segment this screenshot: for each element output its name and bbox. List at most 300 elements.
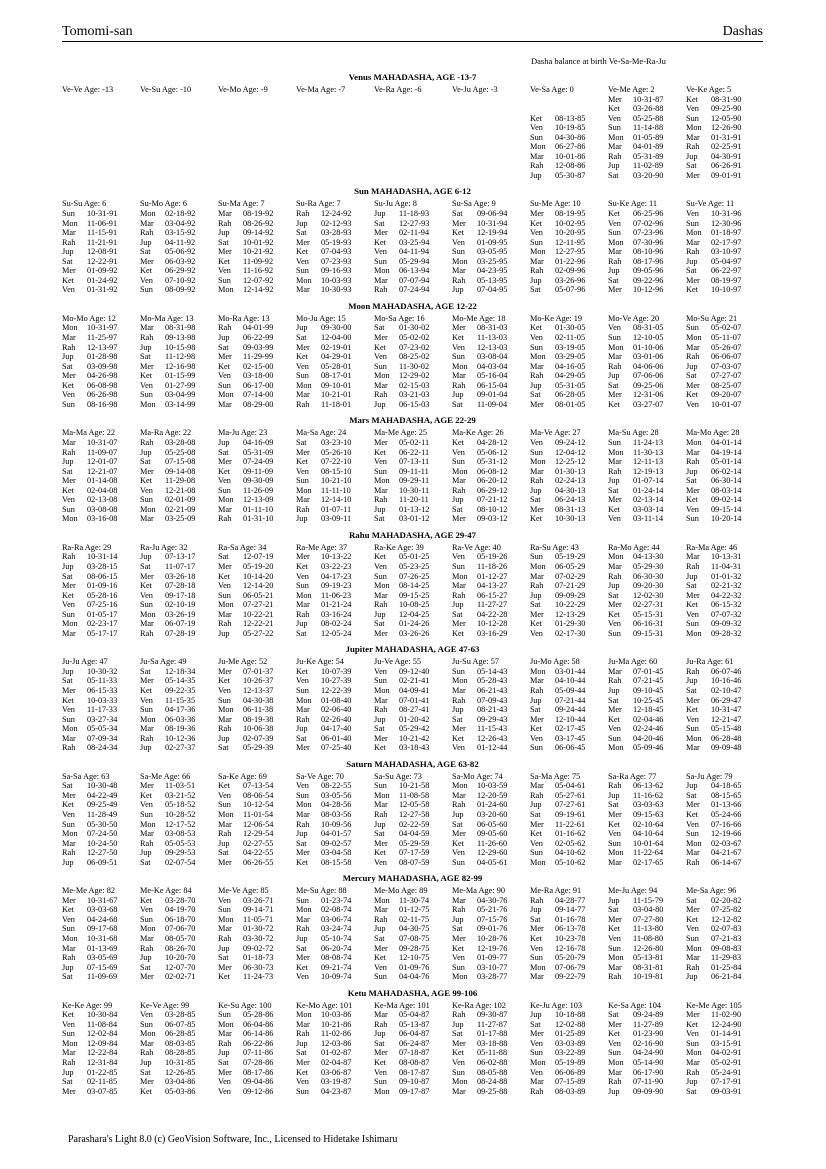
- start-date: 06-22-86: [243, 1038, 274, 1048]
- pratyantar-entry: [608, 371, 686, 381]
- pratyantar-entry: [452, 514, 530, 524]
- planet-label: Sun: [218, 905, 231, 915]
- planet-label: Ket: [62, 380, 74, 390]
- start-date: 11-22-61: [555, 819, 586, 829]
- planet-label: Rah: [296, 819, 310, 829]
- antardasha-row: [62, 657, 763, 752]
- start-date: 11-11-10: [321, 485, 351, 495]
- planet-label: Ket: [140, 581, 152, 591]
- start-date: 10-30-84: [87, 1010, 118, 1020]
- pratyantar-entry: [374, 781, 452, 791]
- planet-label: Sat: [686, 895, 697, 905]
- antardasha-title: Me-Ju Age: 94: [608, 886, 658, 896]
- start-date: 07-06-06: [633, 371, 664, 381]
- pratyantar-entry: [530, 514, 608, 524]
- start-date: 04-17-36: [165, 705, 196, 715]
- planet-label: Mon: [140, 504, 156, 514]
- planet-label: Sun: [374, 972, 387, 982]
- pratyantar-entry: [686, 944, 763, 954]
- pratyantar-entry: [62, 581, 140, 591]
- start-date: 11-08-84: [87, 1019, 118, 1029]
- planet-label: Sun: [686, 1038, 699, 1048]
- start-date: 09-22-35: [165, 685, 196, 695]
- pratyantar-entry: [608, 791, 686, 801]
- start-date: 09-30-87: [477, 1010, 508, 1020]
- start-date: 05-25-88: [633, 113, 664, 123]
- start-date: 03-22-23: [321, 561, 352, 571]
- planet-label: Mon: [608, 237, 624, 247]
- planet-label: Sat: [296, 943, 307, 953]
- pratyantar-entry: [452, 667, 530, 677]
- planet-label: Mar: [140, 934, 154, 944]
- planet-label: Rah: [218, 218, 232, 228]
- planet-label: Ven: [530, 1038, 543, 1048]
- start-date: 11-06-23: [321, 590, 352, 600]
- antardasha-block: [62, 886, 140, 981]
- planet-label: Ket: [686, 285, 698, 295]
- pratyantar-entry: [608, 734, 686, 744]
- start-date: 02-11-85: [87, 1077, 118, 1087]
- antardasha-title: Ra-Me Age: 37: [296, 542, 348, 552]
- planet-label: Ket: [296, 457, 308, 467]
- start-date: 06-26-98: [87, 390, 118, 400]
- pratyantar-entry: [374, 1048, 452, 1058]
- start-date: 02-15-03: [399, 380, 430, 390]
- start-date: 03-22-89: [555, 1048, 586, 1058]
- pratyantar-entry: [452, 591, 530, 601]
- planet-label: Mer: [140, 361, 154, 371]
- planet-label: Sat: [452, 924, 463, 934]
- planet-label: Rah: [686, 352, 700, 362]
- start-date: 01-13-69: [87, 943, 118, 953]
- antardasha-title: Su-Su Age: 6: [62, 199, 107, 209]
- planet-label: Jup: [452, 914, 464, 924]
- pratyantar-entry: [374, 934, 452, 944]
- start-date: 01-30-02: [399, 323, 430, 333]
- pratyantar-entry: [452, 266, 530, 276]
- start-date: 03-27-34: [87, 714, 118, 724]
- pratyantar-entry: [452, 705, 530, 715]
- pratyantar-entry: [608, 896, 686, 906]
- pratyantar-entry: [452, 438, 530, 448]
- planet-label: Mer: [218, 247, 232, 257]
- planet-label: Ven: [686, 609, 699, 619]
- start-date: 03-11-14: [633, 514, 664, 524]
- pratyantar-entry: [62, 552, 140, 562]
- start-date: 12-03-86: [321, 1038, 352, 1048]
- planet-label: Mon: [218, 285, 234, 295]
- start-date: 01-08-40: [321, 695, 352, 705]
- start-date: 03-28-85: [165, 1010, 196, 1020]
- planet-label: Mer: [140, 256, 154, 266]
- pratyantar-entry: [140, 1058, 218, 1068]
- planet-label: Ven: [686, 714, 699, 724]
- pratyantar-entry: [140, 552, 218, 562]
- pratyantar-entry: [218, 810, 296, 820]
- pratyantar-entry: [686, 352, 763, 362]
- planet-label: Sat: [374, 218, 385, 228]
- start-date: 04-10-64: [633, 829, 664, 839]
- pratyantar-entry: [374, 715, 452, 725]
- pratyantar-entry: [686, 696, 763, 706]
- start-date: 06-15-33: [87, 685, 118, 695]
- start-date: 09-09-90: [633, 1086, 664, 1096]
- antardasha-title: Ke-Me Age: 105: [686, 1000, 742, 1010]
- pratyantar-entry: [296, 781, 374, 791]
- start-date: 12-19-66: [711, 829, 742, 839]
- start-date: 02-27-31: [633, 600, 664, 610]
- start-date: 09-15-25: [399, 590, 430, 600]
- pratyantar-entry: [140, 572, 218, 582]
- antardasha-title: Ke-Su Age: 100: [218, 1000, 272, 1010]
- pratyantar-entry: [608, 266, 686, 276]
- pratyantar-entry: [530, 934, 608, 944]
- planet-label: Ven: [374, 666, 387, 676]
- planet-label: Sat: [374, 934, 385, 944]
- start-date: 03-21-52: [165, 790, 196, 800]
- start-date: 11-08-58: [399, 790, 430, 800]
- pratyantar-entry: [374, 705, 452, 715]
- start-date: 10-12-28: [477, 619, 508, 629]
- planet-label: Rah: [608, 151, 622, 161]
- pratyantar-entry: [62, 676, 140, 686]
- pratyantar-entry: [374, 400, 452, 410]
- pratyantar-entry: [218, 438, 296, 448]
- start-date: 11-15-91: [87, 228, 118, 238]
- planet-label: Ven: [452, 743, 465, 753]
- pratyantar-entry: [608, 457, 686, 467]
- planet-label: Sat: [140, 1067, 151, 1077]
- start-date: 07-15-89: [555, 1077, 586, 1087]
- planet-label: Mar: [608, 857, 622, 867]
- pratyantar-entry: [140, 905, 218, 915]
- start-date: 07-23-02: [399, 342, 430, 352]
- pratyantar-entry: [62, 800, 140, 810]
- planet-label: Mar: [374, 380, 388, 390]
- planet-label: Ven: [62, 285, 75, 295]
- start-date: 04-29-01: [321, 352, 352, 362]
- start-date: 09-24-89: [633, 1010, 664, 1020]
- planet-label: Ket: [452, 943, 464, 953]
- planet-label: Ven: [530, 228, 543, 238]
- antardasha-block: [218, 428, 296, 523]
- pratyantar-entry: [374, 514, 452, 524]
- pratyantar-entry: [686, 581, 763, 591]
- start-date: 10-12-54: [243, 800, 274, 810]
- pratyantar-entry: [296, 247, 374, 257]
- start-date: 03-25-95: [477, 256, 508, 266]
- pratyantar-entry: [530, 829, 608, 839]
- start-date: 07-28-86: [243, 1058, 274, 1068]
- start-date: 06-26-91: [711, 161, 742, 171]
- start-date: 04-05-61: [477, 857, 508, 867]
- start-date: 04-22-28: [477, 609, 508, 619]
- start-date: 05-11-33: [87, 676, 118, 686]
- pratyantar-entry: [296, 238, 374, 248]
- start-date: 03-18-88: [477, 1038, 508, 1048]
- pratyantar-entry: [374, 1039, 452, 1049]
- planet-label: Ket: [218, 676, 230, 686]
- planet-label: Jup: [686, 151, 698, 161]
- antardasha-block: [452, 85, 530, 180]
- start-date: 06-03-92: [165, 256, 196, 266]
- antardasha-title: Ve-Mo Age: -9: [218, 85, 268, 94]
- start-date: 04-04-76: [399, 972, 430, 982]
- start-date: 08-19-97: [711, 275, 742, 285]
- planet-label: Jup: [374, 819, 386, 829]
- pratyantar-entry: [608, 104, 686, 114]
- start-date: 04-01-57: [321, 829, 352, 839]
- planet-label: Ven: [686, 399, 699, 409]
- pratyantar-entry: [296, 915, 374, 925]
- planet-label: Jup: [140, 848, 152, 858]
- planet-label: Mar: [686, 743, 700, 753]
- pratyantar-entry: [686, 619, 763, 629]
- start-date: 09-28-32: [711, 628, 742, 638]
- start-date: 09-01-76: [477, 924, 508, 934]
- pratyantar-entry: [374, 438, 452, 448]
- start-date: 12-17-52: [165, 819, 196, 829]
- start-date: 12-06-54: [243, 819, 274, 829]
- pratyantar-entry: [62, 438, 140, 448]
- start-date: 08-24-88: [477, 1077, 508, 1087]
- pratyantar-entry: [452, 953, 530, 963]
- antardasha-title: Mo-Ke Age: 19: [530, 313, 583, 323]
- start-date: 09-12-86: [243, 1086, 274, 1096]
- planet-label: Rah: [218, 619, 232, 629]
- planet-label: Ven: [296, 571, 309, 581]
- pratyantar-entry: [530, 905, 608, 915]
- start-date: 08-31-98: [165, 323, 196, 333]
- planet-label: Mon: [452, 1077, 468, 1087]
- start-date: 07-03-07: [711, 361, 742, 371]
- start-date: 02-13-08: [87, 495, 118, 505]
- pratyantar-entry: [452, 390, 530, 400]
- start-date: 03-25-09: [165, 514, 196, 524]
- planet-label: Sun: [140, 705, 153, 715]
- pratyantar-entry: [686, 171, 763, 181]
- pratyantar-entry: [296, 1020, 374, 1030]
- start-date: 12-22-91: [87, 256, 118, 266]
- antardasha-block: [452, 199, 530, 294]
- pratyantar-entry: [530, 1068, 608, 1078]
- antardasha-block: [686, 543, 763, 638]
- start-date: 06-01-40: [321, 733, 352, 743]
- antardasha-block: [296, 886, 374, 981]
- start-date: 05-06-12: [477, 447, 508, 457]
- antardasha-title: Ve-Ju Age: -3: [452, 85, 498, 94]
- planet-label: Rah: [608, 256, 622, 266]
- pratyantar-entry: [452, 1029, 530, 1039]
- pratyantar-entry: [608, 171, 686, 181]
- pratyantar-entry: [296, 800, 374, 810]
- start-date: 12-14-92: [243, 285, 274, 295]
- pratyantar-entry: [140, 667, 218, 677]
- pratyantar-entry: [452, 343, 530, 353]
- start-date: 12-16-98: [165, 361, 196, 371]
- pratyantar-entry: [608, 610, 686, 620]
- planet-label: Mon: [686, 333, 702, 343]
- pratyantar-entry: [374, 944, 452, 954]
- pratyantar-entry: [452, 972, 530, 982]
- start-date: 07-14-00: [243, 390, 274, 400]
- start-date: 01-09-16: [87, 581, 118, 591]
- pratyantar-entry: [62, 219, 140, 229]
- start-date: 09-25-06: [633, 380, 664, 390]
- antardasha-block: [374, 199, 452, 294]
- planet-label: Ven: [296, 1077, 309, 1087]
- pratyantar-entry: [686, 362, 763, 372]
- pratyantar-entry: [218, 896, 296, 906]
- pratyantar-entry: [452, 238, 530, 248]
- pratyantar-entry: [296, 438, 374, 448]
- pratyantar-entry: [686, 839, 763, 849]
- planet-label: Sat: [686, 790, 697, 800]
- start-date: 12-18-34: [165, 666, 196, 676]
- planet-label: Mer: [608, 810, 622, 819]
- pratyantar-entry: [608, 676, 686, 686]
- planet-label: Sun: [452, 962, 465, 972]
- start-date: 08-03-89: [555, 1086, 586, 1096]
- pratyantar-entry: [608, 810, 686, 820]
- planet-label: Sun: [296, 581, 309, 591]
- pratyantar-entry: [62, 848, 140, 858]
- start-date: 10-01-64: [633, 838, 664, 848]
- pratyantar-entry: [62, 944, 140, 954]
- planet-label: Rah: [218, 323, 232, 333]
- planet-label: Ket: [62, 695, 74, 705]
- pratyantar-entry: [374, 1087, 452, 1097]
- antardasha-row: [62, 314, 763, 409]
- planet-label: Ket: [452, 628, 464, 638]
- start-date: 02-04-46: [633, 714, 664, 724]
- pratyantar-entry: [530, 1029, 608, 1039]
- planet-label: Mar: [452, 476, 466, 486]
- pratyantar-entry: [218, 858, 296, 868]
- planet-label: Ven: [218, 895, 231, 905]
- planet-label: Jup: [530, 800, 542, 810]
- planet-label: Sun: [140, 914, 153, 924]
- mahadasha-section: [62, 530, 763, 638]
- pratyantar-entry: [62, 448, 140, 458]
- pratyantar-entry: [530, 810, 608, 820]
- start-date: 01-13-12: [399, 504, 430, 514]
- antardasha-row: [62, 85, 763, 180]
- start-date: 07-01-45: [633, 666, 664, 676]
- start-date: 04-28-56: [321, 800, 352, 810]
- start-date: 06-17-90: [633, 1067, 664, 1077]
- pratyantar-entry: [686, 676, 763, 686]
- planet-label: Sat: [530, 914, 541, 924]
- start-date: 05-14-90: [633, 1058, 664, 1068]
- start-date: 04-24-68: [87, 914, 118, 924]
- start-date: 09-24-12: [555, 437, 586, 447]
- start-date: 08-31-03: [477, 323, 508, 333]
- planet-label: Mon: [452, 676, 468, 686]
- pratyantar-entry: [452, 715, 530, 725]
- pratyantar-entry: [686, 152, 763, 162]
- start-date: 05-19-26: [477, 552, 508, 562]
- pratyantar-entry: [530, 219, 608, 229]
- start-date: 07-27-07: [711, 371, 742, 381]
- start-date: 03-24-74: [321, 924, 352, 934]
- planet-label: Mon: [218, 914, 234, 924]
- antardasha-title: Ve-Me Age: 2: [608, 85, 655, 94]
- pratyantar-entry: [374, 552, 452, 562]
- start-date: 08-07-59: [399, 857, 430, 867]
- start-date: 03-03-14: [633, 504, 664, 514]
- pratyantar-entry: [608, 562, 686, 572]
- planet-label: Jup: [296, 218, 308, 228]
- start-date: 04-20-46: [633, 733, 664, 743]
- pratyantar-entry: [218, 276, 296, 286]
- start-date: 06-15-32: [711, 600, 742, 610]
- start-date: 10-21-42: [399, 733, 430, 743]
- start-date: 09-14-08: [165, 466, 196, 476]
- pratyantar-entry: [218, 591, 296, 601]
- start-date: 11-26-60: [477, 838, 508, 848]
- start-date: 02-24-13: [555, 476, 586, 486]
- pratyantar-entry: [296, 362, 374, 372]
- start-date: 12-14-10: [321, 495, 352, 505]
- start-date: 09-24-44: [555, 705, 586, 715]
- planet-label: Mon: [296, 590, 312, 600]
- pratyantar-entry: [62, 457, 140, 467]
- start-date: 05-30-50: [87, 819, 118, 829]
- pratyantar-entry: [62, 476, 140, 486]
- start-date: 12-05-24: [321, 628, 352, 638]
- pratyantar-entry: [608, 495, 686, 505]
- start-date: 04-18-65: [711, 781, 742, 791]
- start-date: 05-14-43: [477, 666, 508, 676]
- start-date: 04-30-76: [477, 895, 508, 905]
- planet-label: Ven: [296, 256, 309, 266]
- planet-label: Mar: [374, 695, 388, 705]
- planet-label: Mer: [62, 1086, 76, 1096]
- planet-label: Ven: [530, 838, 543, 848]
- pratyantar-entry: [374, 619, 452, 629]
- planet-label: Mar: [374, 485, 388, 495]
- pratyantar-entry: [608, 839, 686, 849]
- start-date: 08-17-01: [321, 371, 352, 381]
- start-date: 03-07-85: [87, 1086, 118, 1096]
- pratyantar-entry: [374, 257, 452, 267]
- antardasha-block: [374, 772, 452, 867]
- planet-label: Jup: [296, 1038, 308, 1048]
- planet-label: Jup: [452, 285, 464, 295]
- start-date: 12-04-12: [555, 447, 586, 457]
- start-date: 03-08-08: [87, 504, 118, 514]
- pratyantar-entry: [218, 390, 296, 400]
- start-date: 12-13-03: [477, 342, 508, 352]
- start-date: 07-30-96: [633, 237, 664, 247]
- pratyantar-entry: [686, 343, 763, 353]
- planet-label: Sun: [374, 676, 387, 686]
- start-date: 10-21-92: [243, 247, 274, 257]
- start-date: 02-17-45: [555, 724, 586, 734]
- pratyantar-entry: [374, 1077, 452, 1087]
- start-date: 05-02-91: [711, 1058, 742, 1068]
- start-date: 02-09-96: [555, 266, 586, 276]
- start-date: 08-31-90: [711, 94, 742, 104]
- start-date: 01-09-76: [399, 962, 430, 972]
- pratyantar-entry: [608, 276, 686, 286]
- pratyantar-entry: [140, 858, 218, 868]
- planet-label: Ket: [608, 1029, 620, 1039]
- antardasha-title: Ke-Ra Age: 102: [452, 1000, 506, 1010]
- planet-label: Mer: [686, 170, 700, 180]
- pratyantar-entry: [296, 486, 374, 496]
